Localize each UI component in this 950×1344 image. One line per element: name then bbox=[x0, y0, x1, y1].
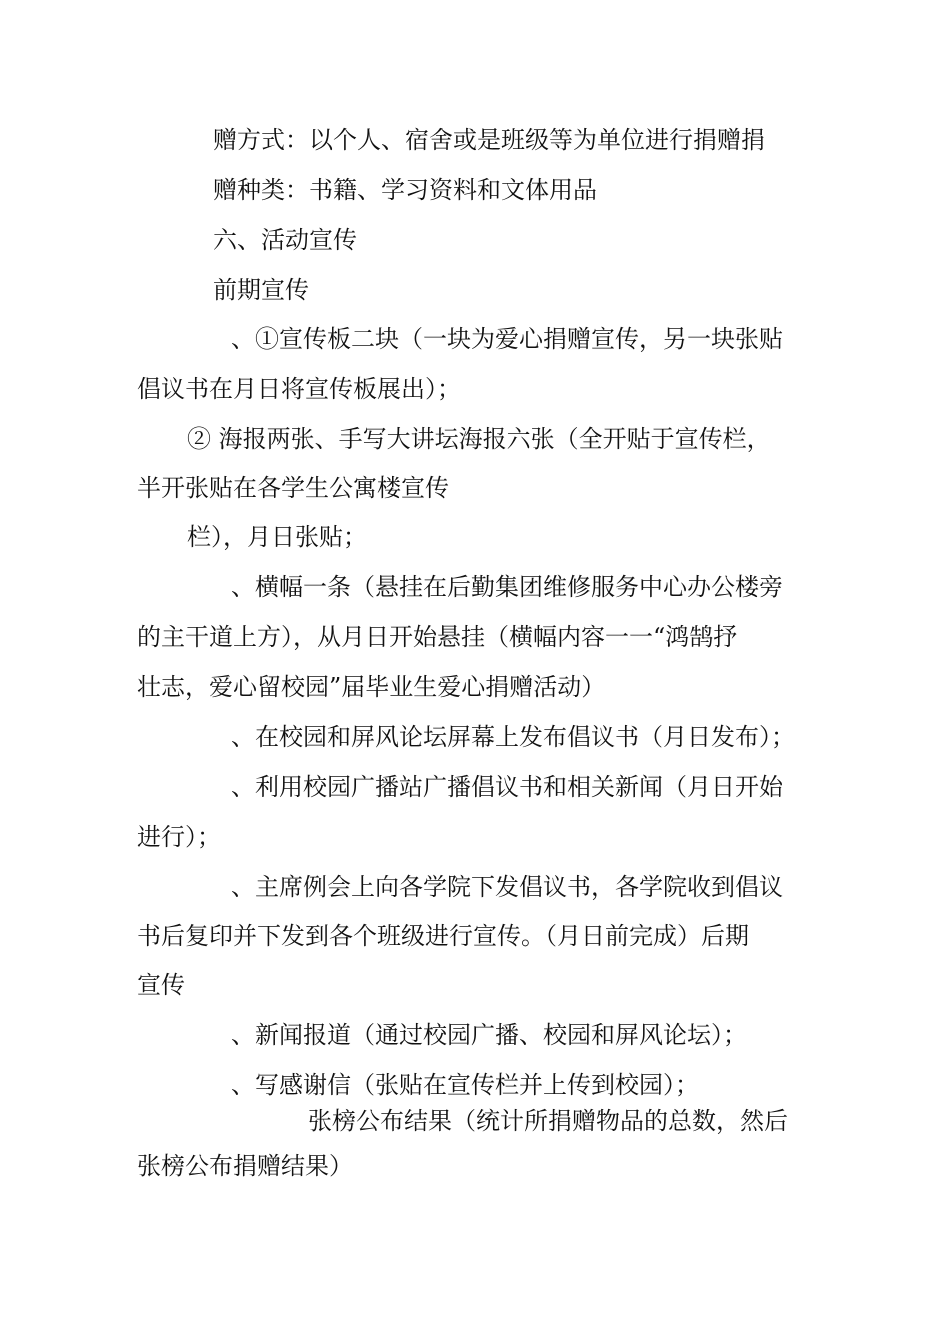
text-line: 栏），月日张贴； bbox=[187, 523, 367, 551]
text-line: 半开张贴在各学生公寓楼宣传 bbox=[137, 474, 449, 502]
text-line: 张榜公布结果（统计所捐赠物品的总数，然后 bbox=[308, 1107, 788, 1135]
text-line: 进行）； bbox=[137, 823, 221, 851]
text-line: 赠方式：以个人、宿舍或是班级等为单位进行捐赠捐 bbox=[213, 126, 765, 154]
text-line: 、主席例会上向各学院下发倡议书，各学院收到倡议 bbox=[231, 873, 783, 901]
text-line: 、写感谢信（张贴在宣传栏并上传到校园）； bbox=[231, 1071, 699, 1099]
text-line: 的主干道上方），从月日开始悬挂（横幅内容一一“鸿鹄抒 bbox=[137, 623, 738, 651]
section-heading: 六、活动宣传 bbox=[213, 226, 357, 254]
subsection-heading: 前期宣传 bbox=[213, 276, 309, 304]
text-line: 、利用校园广播站广播倡议书和相关新闻（月日开始 bbox=[231, 773, 783, 801]
text-line: 、在校园和屏风论坛屏幕上发布倡议书（月日发布）； bbox=[231, 723, 795, 751]
text-line: 倡议书在月日将宣传板展出）； bbox=[137, 375, 461, 403]
text-line: 、新闻报道（通过校园广播、校园和屏风论坛）； bbox=[231, 1021, 747, 1049]
text-line: 张榜公布捐赠结果） bbox=[137, 1152, 353, 1180]
text-line: ② 海报两张、手写大讲坛海报六张（全开贴于宣传栏， bbox=[187, 425, 771, 453]
text-line: 赠种类：书籍、学习资料和文体用品 bbox=[213, 176, 597, 204]
text-line: 宣传 bbox=[137, 971, 185, 999]
text-line: 书后复印并下发到各个班级进行宣传。（月日前完成）后期 bbox=[137, 922, 749, 950]
text-line: 、横幅一条（悬挂在后勤集团维修服务中心办公楼旁 bbox=[231, 573, 783, 601]
text-line: 壮志，爱心留校园”届毕业生爱心捐赠活动） bbox=[137, 673, 606, 701]
text-line: 、①宣传板二块（一块为爱心捐赠宣传，另一块张贴 bbox=[231, 325, 783, 353]
